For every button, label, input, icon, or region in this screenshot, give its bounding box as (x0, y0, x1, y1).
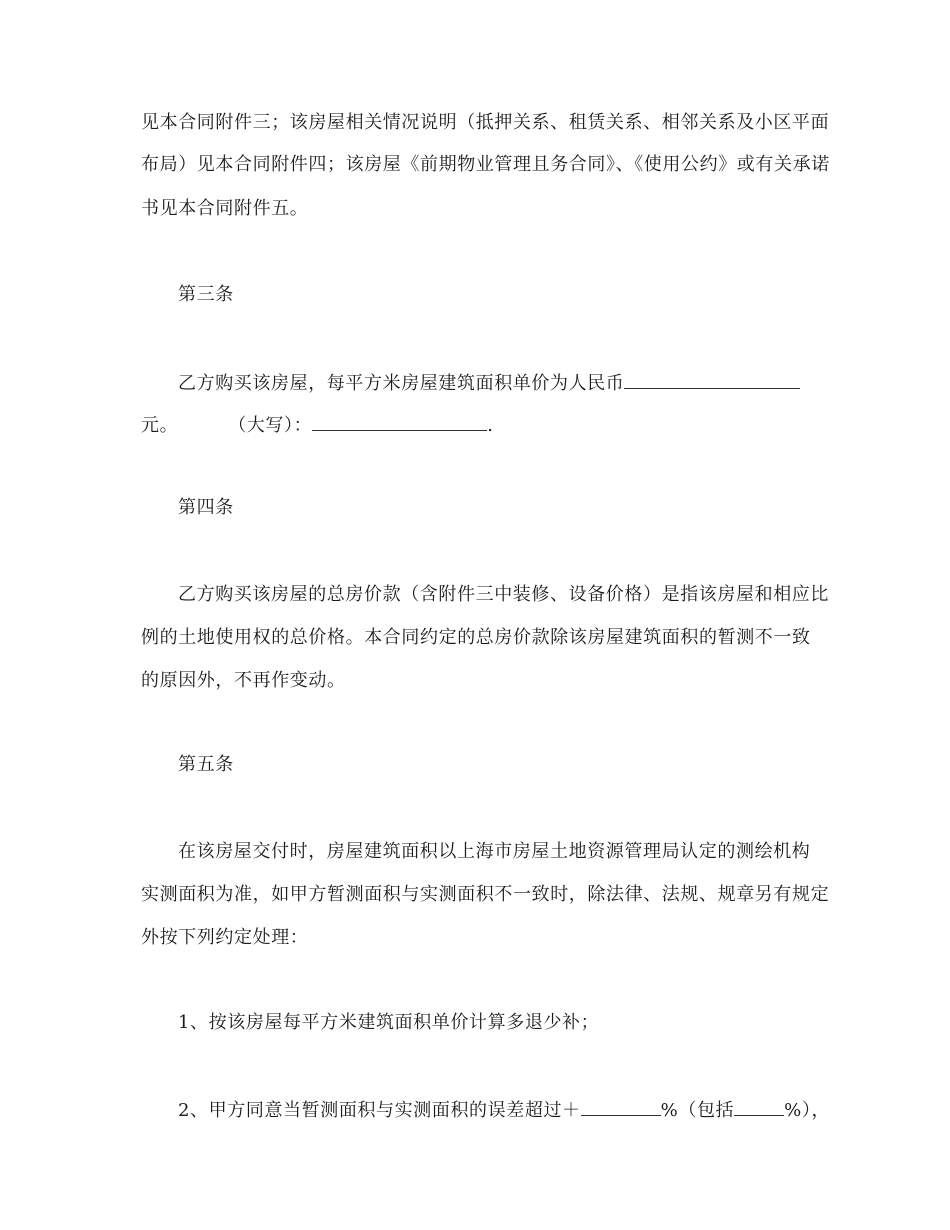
error-percent-blank[interactable] (581, 1097, 661, 1116)
period: . (487, 415, 494, 436)
article-5-line-2: 实测面积为准，如甲方暂测面积与实测面积不一致时，除法律、法规、规章另有规定 (141, 884, 830, 905)
article-5-item-1: 1、按该房屋每平方米建筑面积单价计算多退少补； (178, 1012, 600, 1033)
unit-price-blank[interactable] (624, 370, 800, 389)
currency-unit: 元。 (141, 415, 179, 436)
article-4-line-3: 的原因外，不再作变动。 (141, 670, 346, 691)
article-5-line-3: 外按下列约定处理： (141, 927, 309, 948)
continuation-line-1: 见本合同附件三；该房屋相关情况说明（抵押关系、租赁关系、相邻关系及小区平面 (141, 112, 830, 133)
item-2-end: %）， (784, 1100, 831, 1121)
article-4-line-2: 例的土地使用权的总价格。本合同约定的总房价款除该房屋建筑面积的暂测不一致 (141, 627, 811, 648)
article-5-heading: 第五条 (178, 754, 234, 775)
article-3-line-2 (141, 412, 494, 438)
amount-in-words-label: （大写）： (228, 415, 313, 436)
error-margin-label: 2、甲方同意当暂测面积与实测面积的误差超过＋ (178, 1100, 581, 1121)
amount-in-words-blank[interactable] (312, 412, 487, 431)
continuation-line-3: 书见本合同附件五。 (141, 198, 309, 219)
article-4-line-1: 乙方购买该房屋的总房价款（含附件三中装修、设备价格）是指该房屋和相应比 (178, 584, 829, 605)
article-3-line-1 (178, 370, 800, 396)
article-5-line-1: 在该房屋交付时，房屋建筑面积以上海市房屋土地资源管理局认定的测绘机构 (178, 841, 811, 862)
unit-price-label: 乙方购买该房屋，每平方米房屋建筑面积单价为人民币 (178, 373, 625, 394)
article-3-heading: 第三条 (178, 284, 234, 305)
including-label: %（包括 (660, 1100, 735, 1121)
article-4-heading: 第四条 (178, 497, 234, 518)
article-5-item-2 (178, 1097, 830, 1123)
continuation-line-2: 布局）见本合同附件四；该房屋《前期物业管理且务合同》、《使用公约》或有关承诺 (141, 154, 830, 175)
including-percent-blank[interactable] (734, 1097, 784, 1116)
